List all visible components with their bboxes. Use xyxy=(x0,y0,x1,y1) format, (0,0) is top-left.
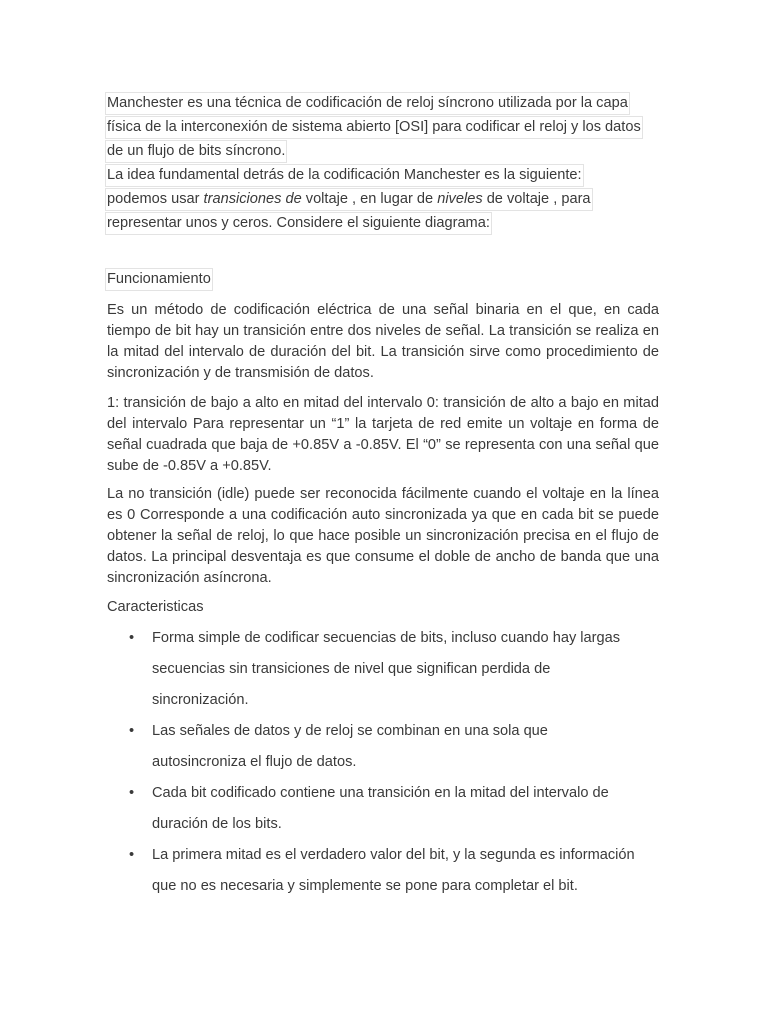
bullet-icon: • xyxy=(129,847,135,863)
list-item-line: sincronización. xyxy=(152,692,249,708)
intro-line: de un flujo de bits síncrono. xyxy=(105,140,287,163)
section-heading: Caracteristicas xyxy=(107,599,204,615)
list-item-line: autosincroniza el flujo de datos. xyxy=(152,754,357,770)
caracteristicas-heading-block xyxy=(107,597,659,617)
idea-line xyxy=(105,188,593,211)
idea-paragraph xyxy=(107,164,659,236)
bullet-icon: • xyxy=(129,723,135,739)
list-item xyxy=(107,840,667,902)
funcionamiento-p3-block xyxy=(107,484,659,589)
section-heading: Funcionamiento xyxy=(105,268,213,291)
list-item xyxy=(107,778,667,840)
list-item-line: Forma simple de codificar secuencias de bits, incluso cuando hay largas xyxy=(152,630,621,646)
idea-emphasis: niveles xyxy=(437,191,483,207)
list-item-line: que no es necesaria y simplemente se pone para completar el bit. xyxy=(152,878,578,894)
intro-line: Manchester es una técnica de codificación de reloj síncrono utilizada por la capa xyxy=(105,92,630,115)
funcionamiento-p1-block xyxy=(107,300,659,384)
intro-paragraph xyxy=(107,92,659,164)
idea-text: de voltaje , para xyxy=(482,191,591,207)
list-item-line: duración de los bits. xyxy=(152,816,282,832)
body-paragraph: La no transición (idle) puede ser reconocida fácilmente cuando el voltaje en la línea es 0 Corresponde a una codificación auto sincronizada ya que en cada bit se puede obtener la señal de reloj, lo que hace posible un sincronización precisa en el flujo de datos. La principal desventaja es que consume el doble de ancho de banda que una sincronización asíncrona. xyxy=(107,486,659,586)
list-item xyxy=(107,623,667,716)
idea-text: voltaje , en lugar de xyxy=(301,191,438,207)
list-item-line: Cada bit codificado contiene una transición en la mitad del intervalo de xyxy=(152,785,609,801)
list-item-line: secuencias sin transiciones de nivel que significan perdida de xyxy=(152,661,551,677)
idea-text: podemos usar xyxy=(107,191,204,207)
bullet-icon: • xyxy=(129,785,135,801)
funcionamiento-p2-block xyxy=(107,393,659,477)
idea-line: representar unos y ceros. Considere el siguiente diagrama: xyxy=(105,212,492,235)
list-item xyxy=(107,716,667,778)
idea-line: La idea fundamental detrás de la codificación Manchester es la siguiente: xyxy=(105,164,584,187)
list-item-line: La primera mitad es el verdadero valor del bit, y la segunda es información xyxy=(152,847,635,863)
idea-emphasis: transiciones de xyxy=(203,191,302,207)
body-paragraph: Es un método de codificación eléctrica de una señal binaria en el que, en cada tiempo de bit hay un transición entre dos niveles de señal. La transición se realiza en la mitad del intervalo de duración del bit. La transición sirve como procedimiento de sincronización y de transmisión de datos. xyxy=(107,302,659,381)
list-item-line: Las señales de datos y de reloj se combinan en una sola que xyxy=(152,723,548,739)
intro-line: física de la interconexión de sistema abierto [OSI] para codificar el reloj y los datos xyxy=(105,116,643,139)
bullet-icon: • xyxy=(129,630,135,646)
body-paragraph: 1: transición de bajo a alto en mitad del intervalo 0: transición de alto a bajo en mitad del intervalo Para representar un “1” la tarjeta de red emite un voltaje en forma de señal cuadrada que baja de +0.85V a -0.85V. El “0” se representa con una señal que sube de -0.85V a +0.85V. xyxy=(107,395,659,474)
funcionamiento-heading-block xyxy=(107,268,659,292)
features-list xyxy=(107,623,667,902)
